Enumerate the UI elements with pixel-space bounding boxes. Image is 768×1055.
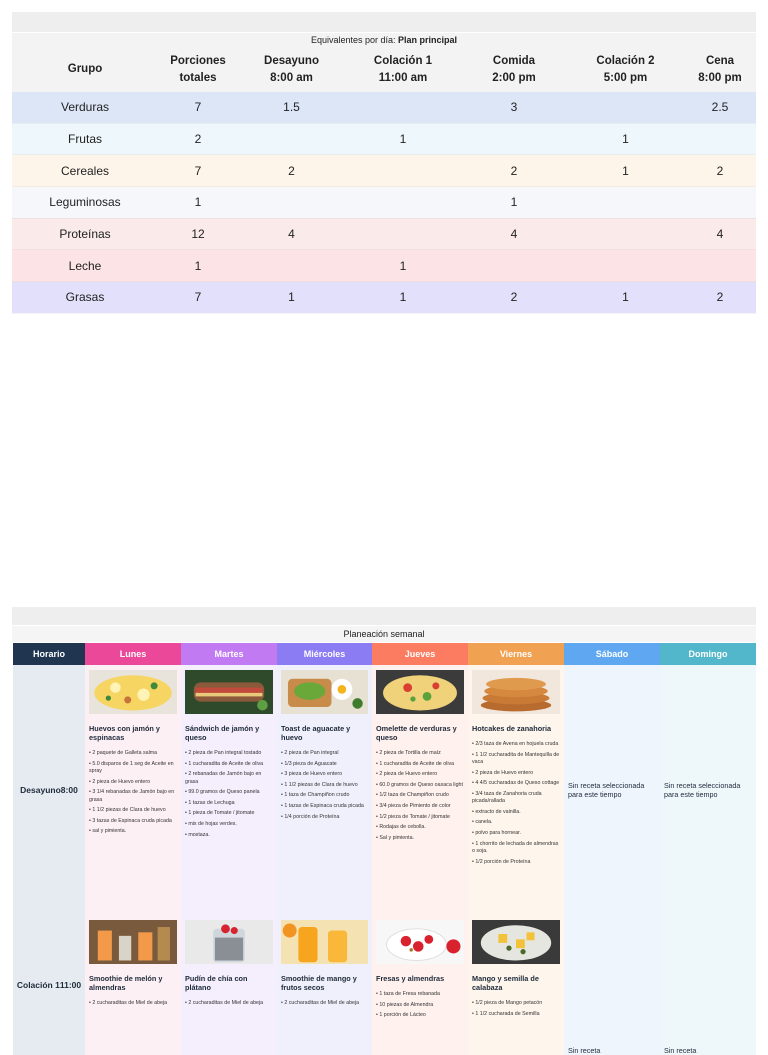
column-header xyxy=(238,47,345,92)
ingredient-item: • 99.0 gramos de Queso panela xyxy=(185,789,273,796)
caption-prefix: Equivalentes por día: xyxy=(310,35,396,45)
column-header-line2: 11:00 am xyxy=(378,71,428,84)
portion-cell: 7 xyxy=(158,92,238,123)
portion-cell: 1 xyxy=(461,187,567,219)
column-header xyxy=(158,47,238,92)
column-header-line1: Comida xyxy=(492,54,536,67)
food-group-name: Proteínas xyxy=(12,218,158,250)
ingredient-item: • 3 pieza de Huevo entero xyxy=(281,771,368,778)
food-group-name: Leche xyxy=(12,250,158,282)
ingredient-item: • 1/2 porción de Proteína xyxy=(472,859,560,866)
ingredient-list xyxy=(472,741,560,866)
ingredient-item: • 1/2 taza de Champiñon crudo xyxy=(376,792,464,799)
portion-cell: 1 xyxy=(238,282,345,314)
ingredient-item: • 2 pieza de Pan integral xyxy=(281,750,368,757)
ingredient-item: • 1/2 pieza de Tomate / jitomate xyxy=(376,814,464,821)
table-row xyxy=(12,155,756,187)
column-header-line1: Cena xyxy=(705,54,735,67)
ingredient-item: • 1 pieza de Tomate / jitomate xyxy=(185,810,273,817)
ingredient-item: • 2 paquete de Galleta salma xyxy=(89,750,177,757)
no-recipe-cell xyxy=(660,915,756,1055)
table-row xyxy=(12,92,756,123)
portion-cell: 2 xyxy=(461,155,567,187)
ingredient-item: • mostaza. xyxy=(185,832,273,839)
portion-cell: 1 xyxy=(158,250,238,282)
ingredient-item: • 3/4 pieza de Pimiento de color xyxy=(376,803,464,810)
meal-name: Colación 1 xyxy=(16,979,60,990)
meal-hour: 11:00 xyxy=(59,979,82,990)
hotcakes-photo xyxy=(472,670,560,714)
portion-cell xyxy=(238,250,345,282)
ingredient-item: • 1 tazas de Lechuga xyxy=(185,800,273,807)
weekly-plan-grid xyxy=(13,643,756,1055)
portion-cell xyxy=(238,123,345,155)
portion-cell: 2 xyxy=(684,155,756,187)
ingredient-item: • 60.0 gramos de Queso oaxaca light xyxy=(376,782,464,789)
recipe-card[interactable] xyxy=(181,915,277,1055)
meal-hour: 8:00 xyxy=(60,784,78,795)
recipe-card[interactable] xyxy=(468,665,564,915)
recipe-title[interactable]: Sándwich de jamón y queso xyxy=(185,724,260,742)
strawberries-photo xyxy=(376,920,464,964)
no-recipe-cell xyxy=(564,915,660,1055)
table-row xyxy=(12,282,756,314)
ingredient-list xyxy=(89,750,177,836)
day-header: Viernes xyxy=(468,643,564,665)
recipe-title[interactable]: Huevos con jamón y espinacas xyxy=(89,724,160,742)
ingredient-item: • Sal y pimienta. xyxy=(376,835,464,842)
sandwich-photo xyxy=(185,670,273,714)
no-recipe-text: Sin receta xyxy=(664,1046,697,1055)
portion-cell: 4 xyxy=(461,218,567,250)
ingredient-list xyxy=(185,750,273,839)
portion-cell: 2 xyxy=(238,155,345,187)
portion-cell xyxy=(345,92,461,123)
day-header: Domingo xyxy=(660,643,756,665)
recipe-card[interactable] xyxy=(468,915,564,1055)
meal-row xyxy=(13,915,756,1055)
ingredient-item: • Rodajas de cebolla. xyxy=(376,824,464,831)
ingredient-item: • 1 1/2 piezas de Clara de huevo xyxy=(281,782,368,789)
caption-plan-name: Plan principal xyxy=(398,35,458,45)
portion-cell: 7 xyxy=(158,282,238,314)
no-recipe-text: Sin receta xyxy=(568,1046,601,1055)
ingredient-item: • mix de hojas verdes. xyxy=(185,821,273,828)
ingredient-item: • 2 pieza de Huevo entero xyxy=(376,771,464,778)
recipe-title[interactable]: Pudín de chía con plátano xyxy=(185,974,248,992)
ingredient-item: • 2 pieza de Huevo entero xyxy=(472,770,560,777)
recipe-card[interactable] xyxy=(85,665,181,915)
portion-cell xyxy=(345,187,461,219)
mango-photo xyxy=(472,920,560,964)
recipe-title[interactable]: Toast de aguacate y huevo xyxy=(281,724,351,742)
no-recipe-text: Sin receta seleccionada para este tiempo xyxy=(664,781,741,799)
portion-cell: 1 xyxy=(345,123,461,155)
recipe-title[interactable]: Smoothie de melón y almendras xyxy=(89,974,163,992)
recipe-title[interactable]: Mango y semilla de calabaza xyxy=(472,974,539,992)
portion-cell: 4 xyxy=(238,218,345,250)
column-header xyxy=(567,47,684,92)
eggs-photo xyxy=(89,670,177,714)
ingredient-item: • 1 porción de Lácteo xyxy=(376,1012,464,1019)
table-row xyxy=(12,250,756,282)
day-header: Sábado xyxy=(564,643,660,665)
ingredient-list xyxy=(281,750,368,821)
ingredient-item: • sal y pimienta. xyxy=(89,828,177,835)
column-header-line1: Desayuno xyxy=(264,54,319,67)
portion-cell: 2.5 xyxy=(684,92,756,123)
table-row xyxy=(12,218,756,250)
ingredient-item: • 2 pieza de Huevo entero xyxy=(89,779,177,786)
column-header xyxy=(345,47,461,92)
food-group-name: Frutas xyxy=(12,123,158,155)
ingredient-item: • 1 1/2 cucharada de Semilla xyxy=(472,1011,560,1018)
column-header-line2: 2:00 pm xyxy=(492,71,536,84)
no-recipe-text: Sin receta seleccionada para este tiempo xyxy=(568,781,645,799)
portion-cell xyxy=(345,218,461,250)
no-recipe-cell xyxy=(660,665,756,915)
portion-cell xyxy=(238,187,345,219)
meal-row xyxy=(13,665,756,915)
chia-photo xyxy=(185,920,273,964)
ingredient-list xyxy=(185,1000,273,1007)
food-group-name: Cereales xyxy=(12,155,158,187)
ingredient-item: • 1 1/2 piezas de Clara de huevo xyxy=(89,807,177,814)
recipe-title[interactable]: Smoothie de mango y frutos secos xyxy=(281,974,357,992)
ingredient-item: • 1/4 porción de Proteína xyxy=(281,814,368,821)
portion-cell: 2 xyxy=(158,123,238,155)
portion-cell: 1 xyxy=(345,250,461,282)
ingredient-item: • 2 pieza de Pan integral tostado xyxy=(185,750,273,757)
ingredient-item: • 1/2 pieza de Mango petacón xyxy=(472,1000,560,1007)
portion-cell xyxy=(567,218,684,250)
portion-cell: 3 xyxy=(461,92,567,123)
day-header: Lunes xyxy=(85,643,181,665)
column-header-line1: Colación 2 xyxy=(596,54,655,67)
portion-cell xyxy=(345,155,461,187)
portion-cell: 4 xyxy=(684,218,756,250)
smoothie-melon-photo xyxy=(89,920,177,964)
ingredient-item: • 2 cucharaditas de Miel de abeja xyxy=(185,1000,273,1007)
day-header: Horario xyxy=(13,643,85,665)
section-divider-bar xyxy=(12,607,756,625)
recipe-card[interactable] xyxy=(181,665,277,915)
recipe-title[interactable]: Hotcakes de zanahoria xyxy=(472,724,552,733)
portion-cell: 1.5 xyxy=(238,92,345,123)
ingredient-item: • 2 rebanadas de Jamón bajo en grasa xyxy=(185,771,273,786)
ingredient-item: • 5.0 disparos de 1 seg de Aceite en spray xyxy=(89,761,177,776)
day-header: Martes xyxy=(181,643,277,665)
equivalents-table-section xyxy=(12,33,756,314)
ingredient-item: • 1 chorrito de lechada de almendras o soja. xyxy=(472,841,560,856)
recipe-card[interactable] xyxy=(277,915,372,1055)
portion-cell: 7 xyxy=(158,155,238,187)
food-group-name: Grasas xyxy=(12,282,158,314)
ingredient-item: • 1 taza de Fresa rebanada xyxy=(376,991,464,998)
column-header-line1: Porciones xyxy=(170,54,226,67)
portion-cell: 1 xyxy=(567,282,684,314)
recipe-card[interactable] xyxy=(372,665,468,915)
ingredient-item: • extracto de vainilla. xyxy=(472,809,560,816)
ingredient-list xyxy=(472,1000,560,1018)
column-header xyxy=(684,47,756,92)
meal-time-label xyxy=(13,915,85,1055)
portion-cell xyxy=(684,187,756,219)
recipe-card[interactable] xyxy=(85,915,181,1055)
portion-cell: 1 xyxy=(567,155,684,187)
smoothie-mango-photo xyxy=(281,920,368,964)
ingredient-item: • 10 piezas de Almendra xyxy=(376,1002,464,1009)
recipe-card[interactable] xyxy=(277,665,372,915)
column-header xyxy=(12,47,158,92)
day-header: Miércoles xyxy=(277,643,372,665)
ingredient-list xyxy=(376,991,464,1020)
ingredient-item: • 1 cucharadita de Aceite de oliva xyxy=(376,761,464,768)
column-header-line2: 8:00 pm xyxy=(698,71,742,84)
column-header-line1: Colación 1 xyxy=(373,54,433,67)
no-recipe-cell xyxy=(564,665,660,915)
column-header-line2: 8:00 am xyxy=(270,71,313,84)
portion-cell: 2 xyxy=(684,282,756,314)
ingredient-list xyxy=(376,750,464,842)
ingredient-item: • 1 taza de Champiñon crudo xyxy=(281,792,368,799)
portion-cell xyxy=(461,123,567,155)
day-header: Jueves xyxy=(372,643,468,665)
ingredient-item: • 3/4 taza de Zanahoria cruda picada/rallada xyxy=(472,791,560,806)
portion-cell xyxy=(461,250,567,282)
recipe-title[interactable]: Fresas y almendras xyxy=(376,974,445,983)
portion-cell xyxy=(684,123,756,155)
recipe-card[interactable] xyxy=(372,915,468,1055)
portion-cell xyxy=(567,92,684,123)
portion-cell: 1 xyxy=(158,187,238,219)
weekly-plan-caption: Planeación semanal xyxy=(12,626,756,642)
ingredient-item: • 2/3 taza de Avena en hojuela cruda xyxy=(472,741,560,748)
ingredient-item: • 3 1/4 rebanadas de Jamón bajo en grasa xyxy=(89,789,177,804)
toast-photo xyxy=(281,670,368,714)
ingredient-list xyxy=(281,1000,368,1007)
ingredient-item: • 1 1/2 cucharadita de Mantequilla de vaca xyxy=(472,752,560,767)
portion-cell xyxy=(684,250,756,282)
column-header-line1: Grupo xyxy=(67,63,103,75)
ingredient-item: • 1 cucharadita de Aceite de oliva xyxy=(185,761,273,768)
ingredient-item: • 4 4/5 cucharadas de Queso cottage xyxy=(472,780,560,787)
ingredient-item: • 2 cucharaditas de Miel de abeja xyxy=(89,1000,177,1007)
ingredient-list xyxy=(89,1000,177,1007)
portion-cell: 12 xyxy=(158,218,238,250)
portion-cell: 2 xyxy=(461,282,567,314)
ingredient-item: • 3 tazas de Espinaca cruda picada xyxy=(89,818,177,825)
ingredient-item: • canela. xyxy=(472,819,560,826)
recipe-title[interactable]: Omelette de verduras y queso xyxy=(376,724,457,742)
column-header-line2: totales xyxy=(179,71,217,84)
portion-cell xyxy=(567,250,684,282)
ingredient-item: • 1/3 pieza de Aguacate xyxy=(281,761,368,768)
column-header xyxy=(461,47,567,92)
portion-cell: 1 xyxy=(567,123,684,155)
equivalents-table xyxy=(12,47,756,314)
ingredient-item: • 1 tazas de Espinaca cruda picada xyxy=(281,803,368,810)
weekly-plan-header xyxy=(13,643,756,665)
table-row xyxy=(12,123,756,155)
portion-cell: 1 xyxy=(345,282,461,314)
table-row xyxy=(12,187,756,219)
food-group-name: Verduras xyxy=(12,92,158,123)
column-header-line2: 5:00 pm xyxy=(603,71,648,84)
equivalents-caption xyxy=(12,33,756,47)
ingredient-item: • polvo para hornear. xyxy=(472,830,560,837)
meal-name: Desayuno xyxy=(20,784,61,795)
top-bar xyxy=(12,12,756,32)
omelette-photo xyxy=(376,670,464,714)
ingredient-item: • 2 cucharaditas de Miel de abeja xyxy=(281,1000,368,1007)
meal-time-label xyxy=(13,665,85,915)
food-group-name: Leguminosas xyxy=(12,187,158,219)
ingredient-item: • 2 pieza de Tortilla de maíz xyxy=(376,750,464,757)
portion-cell xyxy=(567,187,684,219)
